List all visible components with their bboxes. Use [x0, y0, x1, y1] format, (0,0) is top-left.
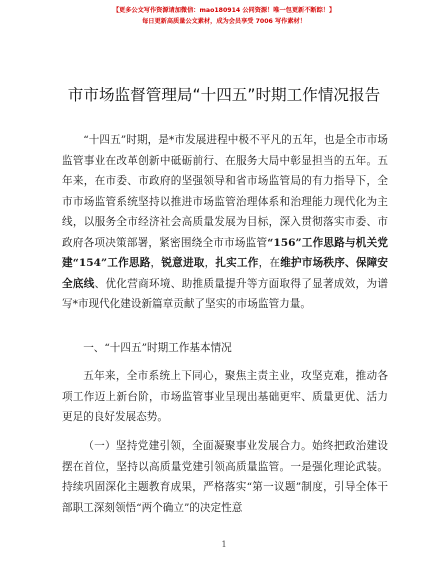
intro-bold-3: 扎实工作	[215, 257, 259, 269]
promo-banner	[0, 5, 448, 27]
intro-bold-4: 维护市场秩序、保障安全底线	[62, 257, 389, 290]
promo-banner-line-1: 【更多公文写作资源请加微信：mao180914 公同资源！唯一包更新不断踪！】	[112, 7, 336, 14]
section-1-paragraph: 五年来，全市系统上下同心，聚焦主责主业，攻坚克难，推动各项工作迈上新台阶，市场监管事业呈现出基础更牢、质量更优、活力更足的良好发展态势。	[62, 370, 388, 423]
section-heading-1: 一、“十四五”时期工作基本情况	[83, 342, 232, 354]
intro-text-2: ，	[150, 257, 162, 269]
intro-text-1: “十四五”时期，是*市发展进程中极不平凡的五年，也是全市市场监管事业在改革创新中砥砺前行、在服务大局中彰显担当的五年。五年来，在市委、市政府的坚强领导和省市场监管局的有力指导下，全市市场监管系统坚持以推进市场监管治理体系和治理能力现代化为主线，以服务全市经济社会高质量发展为目标，深入贯彻落实市委、市政府各项决策部署，紧密围绕全市市场监管	[62, 134, 388, 249]
intro-bold-1: “156”工作思路与机关党建“154”工作思路	[62, 236, 388, 269]
subsection-1-paragraph: （一）坚持党建引领，全面凝聚事业发展合力。始终把政治建设摆在首位，坚持以高质量党建引领高质量监管。一是强化理论武装。持续巩固深化主题教育成果，严格落实“第一议题”制度，引导全体干部职工深刻领悟“两个确立”的决定性意	[62, 440, 388, 514]
intro-text-5: 、优化营商环境、助推质量提升等方面取得了显著成效，为谱写*市现代化建设新篇章贡献了坚实的市场监管力量。	[62, 277, 389, 310]
intro-bold-2: 锐意进取	[161, 257, 205, 269]
page-number: 1	[221, 540, 227, 549]
intro-text-4: ，在	[258, 257, 281, 269]
promo-banner-line-2: 每日更新高质量公文素材，成为会员享受 7006 写作素材！	[142, 18, 306, 25]
document-title: 市市场监督管理局“十四五”时期工作情况报告	[67, 86, 381, 104]
intro-paragraph	[62, 130, 388, 315]
intro-text-3: ，	[204, 257, 216, 269]
